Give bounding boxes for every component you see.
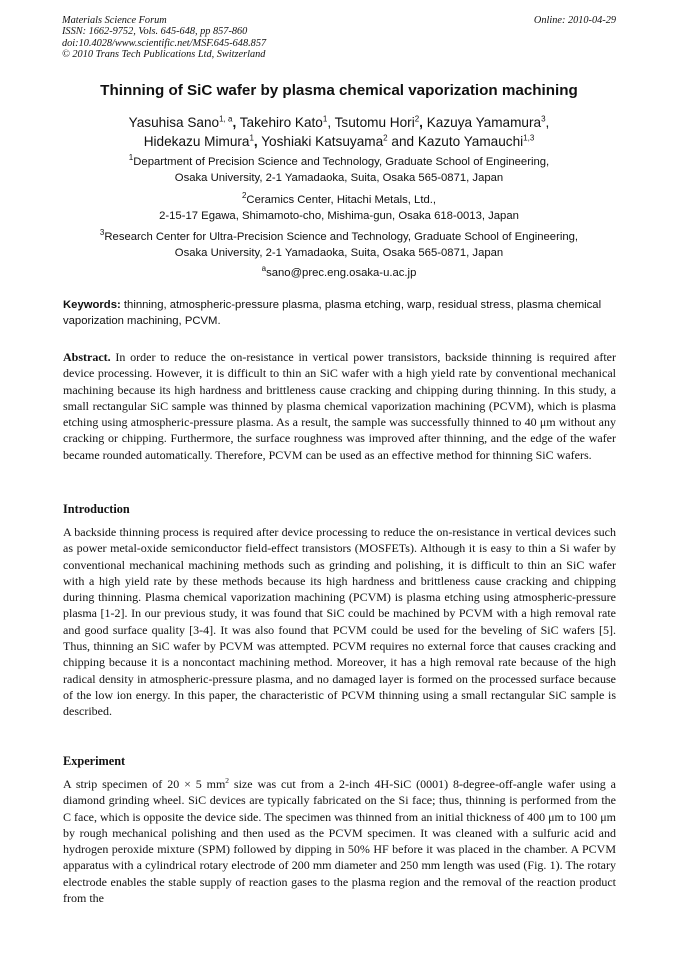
author-sup: 3: [541, 114, 546, 124]
publication-meta: [62, 15, 266, 61]
author: Tsutomu Hori: [334, 115, 415, 130]
author-line-1: Yasuhisa Sano$^{1, a}$, Takehiro Kato$^1$, Tsutomu Hori$^2$, Kazuya Yamamura$^3$,: [128, 114, 550, 130]
experiment-text: A strip specimen of 20 × 5 $mm^2$ size was cut from a 2-inch 4H-SiC (0001) 8-degree-off-angle wafer using a diamond grinding wheel. SiC devices are typically fabricated on the Si face; thus, thinning is performed from the C face, which is opposite the device side. The specimen was thinned from an initial thickness of 400 μm to 100 μm by rough mechanical polishing and then used as the PCVM specimen. It was cleaned with a sulfuric acid and hydrogen peroxide mixture (SPM) followed by dipping in 50% HF before it was placed in the chamber. A PCVM apparatus with a cylindrical rotary electrode of 200 mm diameter and 250 mm length was used (Fig. 1). The rotary electrode enables the stable supply of reaction gases to the plasma region and the removal of the reaction product from the: [63, 776, 616, 906]
author: Hidekazu Mimura: [143, 134, 250, 149]
copyright-line: © 2010 Trans Tech Publications Ltd, Switzerland: [62, 49, 266, 61]
author-sup: 1: [249, 133, 254, 143]
author-email[interactable]: $^a$sano@prec.eng.osaka-u.ac.jp: [261, 264, 417, 279]
keywords: [63, 298, 616, 329]
abstract: [63, 349, 616, 463]
paper-title: Thinning of SiC wafer by plasma chemical vaporization machining: [100, 82, 578, 99]
author-list: [0, 113, 678, 151]
affiliation-1: $^1$Department of Precision Science and Technology, Graduate School of Engineering, Osaka University, 2-1 Yamadaoka, Suita, Osaka 565-0871, Japan: [128, 153, 550, 184]
introduction-heading: Introduction: [63, 502, 130, 516]
doi-line: doi:10.4028/www.scientific.net/MSF.645-648.857: [62, 37, 267, 49]
abstract-text: In order to reduce the on-resistance in vertical power transistors, backside thinning is required after device processing. However, it is difficult to thin an SiC wafer with a high yield rate by conventional mechanical machining because its high hardness and brittleness cause cracking and chipping during thinning. In this study, a small rectangular SiC sample was thinned by plasma chemical vaporization machining (PCVM), which is plasma etching using atmospheric-pressure plasma. As a result, the sample was successfully thinned to 40 μm without any cracking or chipping. Furthermore, the surface roughness was improved after thinning, and the edge of the wafer became rounded automatically. Therefore, PCVM can be used as an effective method for thinning SiC wafers.: [63, 350, 616, 462]
keywords-label: Keywords:: [63, 299, 121, 311]
abstract-label: Abstract.: [63, 350, 111, 364]
author: Yoshiaki Katsuyama: [261, 134, 384, 149]
issn-line: ISSN: 1662-9752, Vols. 645-648, pp 857-860: [62, 26, 248, 38]
author-sup: 1,3: [523, 133, 535, 143]
author-sup: 2: [414, 114, 420, 124]
affiliation-3: $^3$Research Center for Ultra-Precision Science and Technology, Graduate School of Engineering, Osaka University, 2-1 Yamadaoka, Suita, Osaka 565-0871, Japan: [99, 228, 579, 259]
author-line-2: Hidekazu Mimura$^1$, Yoshiaki Katsuyama$^2$ and Kazuto Yamauchi$^{1,3}$: [143, 133, 535, 149]
author: Kazuya Yamamura: [426, 115, 542, 130]
author: Kazuto Yamauchi: [417, 134, 524, 149]
author: Yasuhisa Sano: [128, 115, 220, 130]
introduction-text: A backside thinning process is required after device processing to reduce the on-resistance in vertical devices such as power metal-oxide semiconductor field-effect transistors (MOSFETs). Although it is easy to thin a Si wafer by conventional mechanical machining methods such as grinding and polishing, it is difficult to thin an SiC wafer with a high yield rate by these methods because its high hardness and brittleness cause cracking and chipping during thinning. Plasma chemical vaporization machining (PCVM) is plasma etching using atmospheric-pressure plasma [1-2]. In our previous study, it was found that SiC could be machined by PCVM with a high removal rate and good surface quality [3-4]. It was also found that PCVM could be used for the beveling of SiC wafers [5]. Thus, thinning an SiC wafer by PCVM was attempted. PCVM requires no external force that causes cracking and chipping because it is a noncontact machining method. Moreover, it has a high removal rate because of the high radical density in atmospheric-pressure plasma, and no damaged layer is formed on the processed surface because of the low ion energy. In this paper, the characteristic of PCVM thinning using a small rectangular SiC sample is described.: [63, 525, 616, 719]
author: Takehiro Kato: [239, 115, 323, 130]
keywords-text: thinning, atmospheric-pressure plasma, plasma etching, warp, residual stress, plasma chemical vaporization machining, PCVM.: [63, 299, 602, 327]
author-sup: 2: [383, 133, 388, 143]
experiment-heading: Experiment: [63, 754, 126, 768]
journal-name: Materials Science Forum: [62, 15, 167, 26]
author-sup: 1: [322, 114, 328, 124]
author-sup: 1, a: [219, 114, 233, 124]
affiliation-2: $^2$Ceramics Center, Hitachi Metals, Ltd., 2-15-17 Egawa, Shimamoto-cho, Mishima-gun, Osaka 618-0013, Japan: [159, 191, 519, 222]
online-date: Online: 2010-04-29: [533, 15, 616, 26]
